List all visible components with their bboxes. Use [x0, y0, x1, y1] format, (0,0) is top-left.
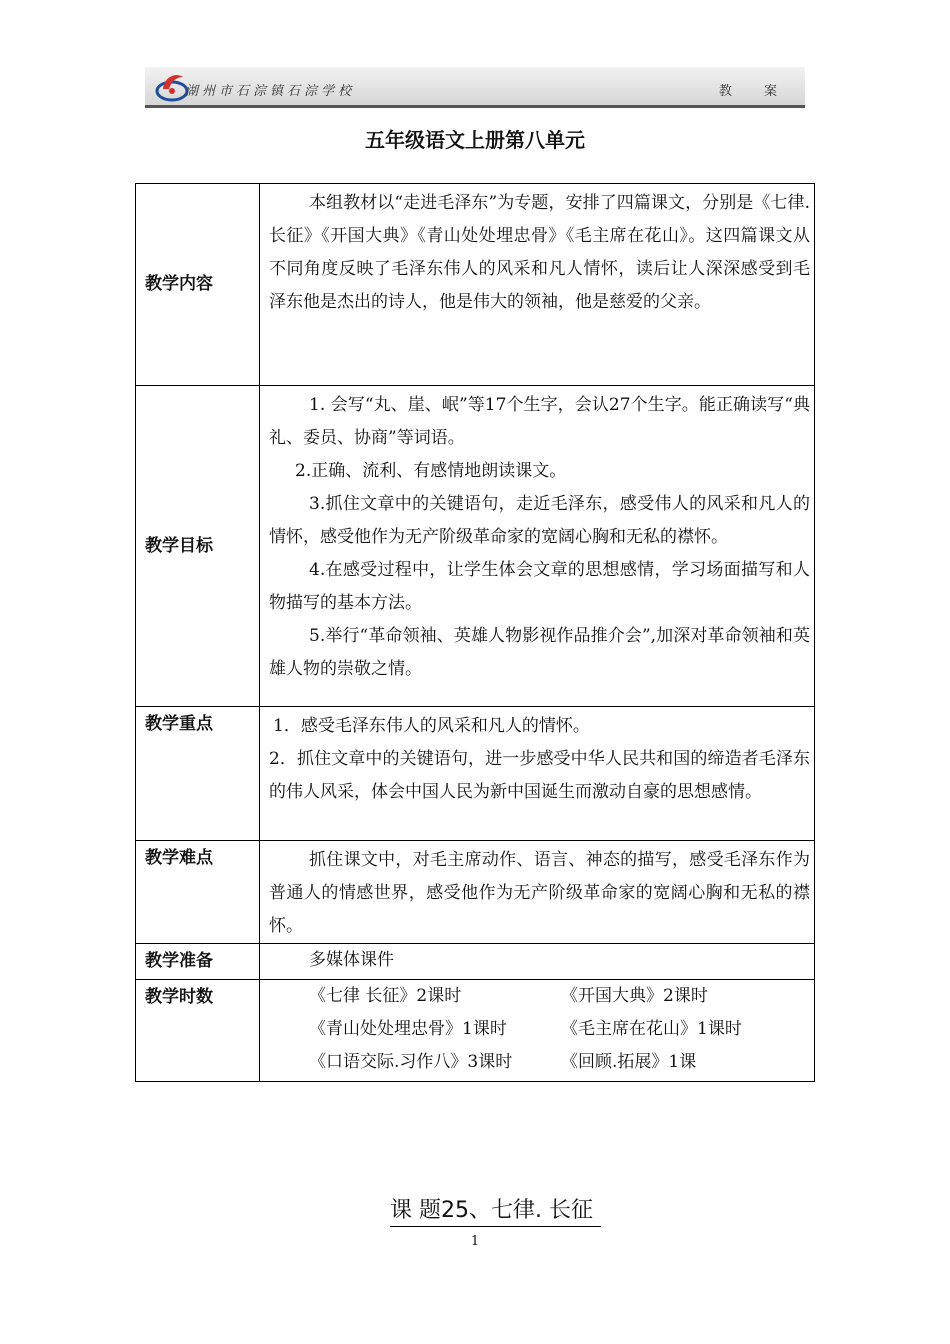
label-hours: 教学时数 — [136, 980, 260, 1082]
row-goals — [136, 386, 815, 707]
page-number: 1 — [470, 1234, 480, 1249]
label-key-points: 教学重点 — [136, 707, 260, 841]
label-goals: 教学目标 — [136, 386, 260, 707]
cell-difficulties — [260, 841, 815, 944]
preparation-text: 多媒体课件 — [309, 950, 394, 970]
goal-item: 5.举行“革命领袖、英雄人物影视作品推介会”,加深对革命领袖和英雄人物的崇敬之情。 — [269, 626, 810, 679]
row-preparation — [136, 944, 815, 980]
school-name: 湖州市石淙镇石淙学校 — [185, 84, 356, 99]
school-logo-icon — [155, 69, 189, 103]
hours-entry: 《毛主席在花山》1课时 — [561, 1019, 742, 1039]
cell-goals — [260, 386, 815, 707]
cell-hours — [260, 980, 815, 1082]
hours-entry: 《口语交际.习作八》3课时 — [309, 1052, 513, 1072]
hours-line — [269, 980, 810, 1013]
goal-item: 4.在感受过程中，让学生体会文章的思想感情，学习场面描写和人物描写的基本方法。 — [269, 560, 810, 613]
difficulties-text: 抓住课文中，对毛主席动作、语言、神态的描写，感受毛泽东作为普通人的情感世界，感受他作为无产阶级革命家的宽阔心胸和无私的襟怀。 — [269, 850, 810, 936]
label-difficulties: 教学难点 — [136, 841, 260, 944]
doc-type-label: 教 案 — [718, 84, 791, 99]
hours-entry: 《青山处处埋忠骨》1课时 — [309, 1019, 507, 1039]
row-hours — [136, 980, 815, 1082]
page-title: 五年级语文上册第八单元 — [365, 128, 585, 152]
key-point-item: 1．感受毛泽东伟人的风采和凡人的情怀。 — [273, 716, 590, 736]
hours-entry: 《开国大典》2课时 — [561, 986, 708, 1006]
cell-key-points — [260, 707, 815, 841]
hours-line — [269, 1046, 810, 1079]
lesson-plan-table — [135, 183, 815, 1082]
label-preparation: 教学准备 — [136, 944, 260, 980]
content-text: 本组教材以“走进毛泽东”为专题，安排了四篇课文，分别是《七律.长征》《开国大典》《青山处处埋忠骨》《毛主席在花山》。这四篇课文从不同角度反映了毛泽东伟人的风采和凡人情怀，读后让人深深感受到毛泽东他是杰出的诗人，他是伟大的领袖，他是慈爱的父亲。 — [269, 193, 810, 312]
goal-item: 2.正确、流利、有感情地朗读课文。 — [295, 461, 567, 481]
row-content — [136, 184, 815, 386]
hours-entry: 《回顾.拓展》1课 — [561, 1052, 697, 1072]
row-difficulties — [136, 841, 815, 944]
goal-item: 3.抓住文章中的关键语句，走近毛泽东，感受伟人的风采和凡人的情怀，感受他作为无产阶级革命家的宽阔心胸和无私的襟怀。 — [269, 494, 810, 547]
cell-preparation — [260, 944, 815, 980]
cell-content — [260, 184, 815, 386]
page-header — [145, 67, 805, 108]
goal-item: 1. 会写“丸、崖、岷”等17个生字，会认27个生字。能正确读写“典礼、委员、协商”等词语。 — [269, 395, 810, 448]
row-key-points — [136, 707, 815, 841]
lesson-title: 课 题25、七律. 长征 — [390, 1193, 601, 1227]
key-point-item: 2．抓住文章中的关键语句，进一步感受中华人民共和国的缔造者毛泽东的伟人风采，体会中国人民为新中国诞生而激动自豪的思想感情。 — [269, 749, 810, 802]
label-content: 教学内容 — [136, 184, 260, 386]
hours-line — [269, 1013, 810, 1046]
hours-entry: 《七律 长征》2课时 — [309, 986, 462, 1006]
